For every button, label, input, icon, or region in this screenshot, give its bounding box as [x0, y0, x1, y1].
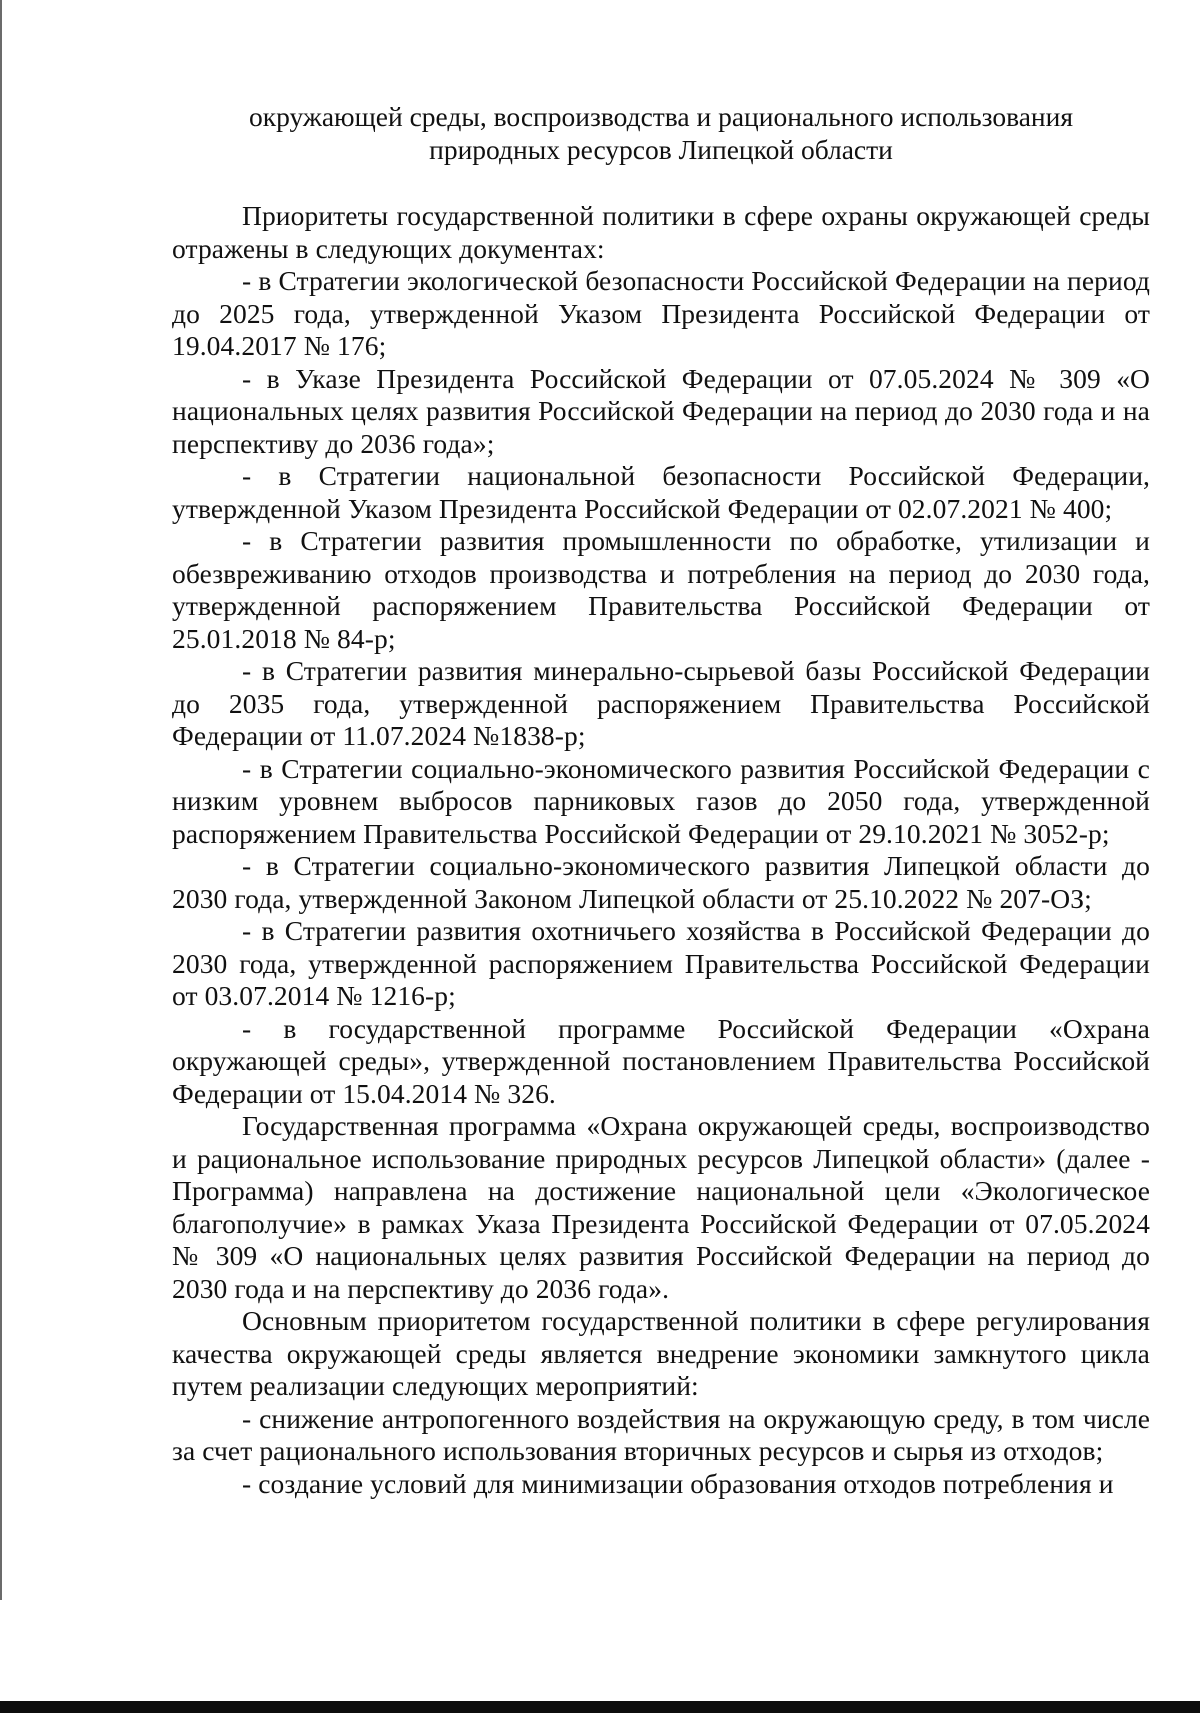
- document-body: [172, 200, 1150, 1500]
- heading-line-1: окружающей среды, воспроизводства и рационального использования: [248, 101, 1074, 132]
- scan-edge-bottom: [0, 1701, 1200, 1713]
- list-item-strategy-ecological-security: - в Стратегии экологической безопасности Российской Федерации на период до 2025 года, утвержденной Указом Президента Российской Федерации от 19.04.2017 № 176;: [172, 265, 1150, 361]
- list-item-decree-309: - в Указе Президента Российской Федерации от 07.05.2024 № 309 «О национальных целях развития Российской Федерации на период до 2030 года и на перспективу до 2036 года»;: [172, 362, 1150, 459]
- list-item-minimize-waste: - создание условий для минимизации образования отходов потребления и: [242, 1467, 1114, 1499]
- list-item-low-emission-strategy: - в Стратегии социально-экономического развития Российской Федерации с низким уровнем выбросов парниковых газов до 2050 года, утвержденной распоряжением Правительства Российской Федерации от 29.10.2021 № 3052-р;: [172, 752, 1150, 849]
- list-item-mineral-base-strategy: - в Стратегии развития минерально-сырьевой базы Российской Федерации до 2035 года, утвержденной распоряжением Правительства Российской Федерации от 11.07.2024 №1838-р;: [172, 655, 1150, 751]
- paragraph-program-goal: Государственная программа «Охрана окружающей среды, воспроизводство и рациональное использование природных ресурсов Липецкой области» (далее - Программа) направлена на достижение национальной цели «Экологическое благополучие» в рамках Указа Президента Российской Федерации от 07.05.2024 № 309 «О национальных целях развития Российской Федерации на период до 2030 года и на перспективу до 2036 года».: [172, 1110, 1150, 1304]
- scan-edge-left: [0, 0, 2, 1600]
- document-heading: [172, 100, 1150, 166]
- heading-line-2: природных ресурсов Липецкой области: [429, 134, 893, 165]
- list-item-state-program: - в государственной программе Российской Федерации «Охрана окружающей среды», утвержденной постановлением Правительства Российской Федерации от 15.04.2014 № 326.: [172, 1012, 1150, 1109]
- paragraph-intro: Приоритеты государственной политики в сфере охраны окружающей среды отражены в следующих документах:: [172, 200, 1150, 264]
- list-item-national-security-strategy: - в Стратегии национальной безопасности Российской Федерации, утвержденной Указом Президента Российской Федерации от 02.07.2021 № 400;: [172, 460, 1150, 524]
- list-item-hunting-strategy: - в Стратегии развития охотничьего хозяйства в Российской Федерации до 2030 года, утвержденной распоряжением Правительства Российской Федерации от 03.07.2014 № 1216-р;: [172, 915, 1150, 1011]
- list-item-reduce-impact: - снижение антропогенного воздействия на окружающую среду, в том числе за счет рационального использования вторичных ресурсов и сырья из отходов;: [172, 1402, 1150, 1466]
- list-item-waste-industry-strategy: - в Стратегии развития промышленности по обработке, утилизации и обезвреживанию отходов производства и потребления на период до 2030 года, утвержденной распоряжением Правительства Российской Федерации от 25.01.2018 № 84-р;: [172, 525, 1150, 654]
- list-item-lipetsk-strategy: - в Стратегии социально-экономического развития Липецкой области до 2030 года, утвержденной Законом Липецкой области от 25.10.2022 № 207-ОЗ;: [172, 850, 1150, 914]
- paragraph-main-priority: Основным приоритетом государственной политики в сфере регулирования качества окружающей среды является внедрение экономики замкнутого цикла путем реализации следующих мероприятий:: [172, 1305, 1150, 1401]
- document-page: [172, 100, 1150, 1500]
